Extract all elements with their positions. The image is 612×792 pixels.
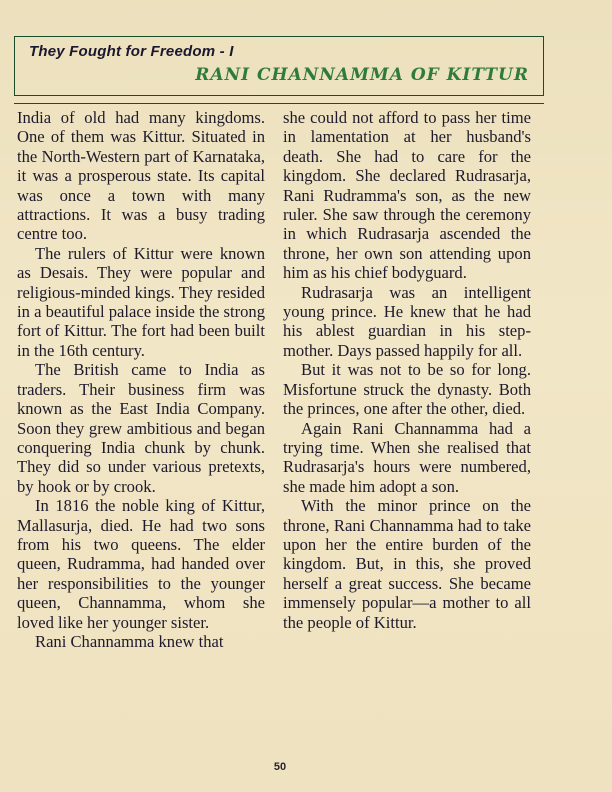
right-paragraph-2: Rudrasarja was an intelligent young prince. He knew that he had his ablest guardian in his step-mother. Days passed happily for all. — [283, 282, 531, 360]
series-title: They Fought for Freedom - I — [29, 43, 234, 60]
right-paragraph-5: With the minor prince on the throne, Rani Channamma had to take upon her the entire burden of the kingdom. But, in this, she proved herself a great success. She became immensely popular—a mother to all the people of Kittur. — [283, 496, 531, 632]
story-title: RANI CHANNAMMA OF KITTUR — [195, 65, 529, 85]
header-rule — [14, 103, 544, 104]
header-box — [14, 36, 544, 96]
right-paragraph-4: Again Rani Channamma had a trying time. When she realised that Rudrasarja's hours were numbered, she made him adopt a son. — [283, 418, 531, 496]
right-column — [283, 108, 531, 632]
right-paragraph-1: she could not afford to pass her time in lamentation at her husband's death. She had to care for the kingdom. She declared Rudrasarja, Rani Rudramma's son, as the new ruler. She saw through the ceremony in which Rudrasarja ascended the throne, her own son attending upon him as his chief bodyguard. — [283, 108, 531, 283]
left-paragraph-2: The rulers of Kittur were known as Desais. They were popular and religious-minded kings. They resided in a beautiful palace inside the strong fort of Kittur. The fort had been built in the 16th century. — [17, 243, 265, 360]
left-paragraph-3: The British came to India as traders. Their business firm was known as the East India Company. Soon they grew ambitious and began conquering India chunk by chunk. They did so under various pretexts, by hook or by crook. — [17, 360, 265, 496]
left-paragraph-5: Rani Channamma knew that — [35, 631, 224, 651]
left-column — [17, 108, 265, 651]
left-paragraph-1: India of old had many kingdoms. One of them was Kittur. Situated in the North-Western part of Karnataka, it was a prosperous state. Its capital was once a town with many attractions. It was a busy trading centre too. — [17, 108, 265, 244]
left-paragraph-4: In 1816 the noble king of Kittur, Mallasurja, died. He had two sons from his two queens. The elder queen, Rudramma, had handed over her responsibilities to the younger queen, Channamma, whom she loved like her younger sister. — [17, 496, 265, 632]
page-number: 50 — [273, 761, 287, 773]
right-paragraph-3: But it was not to be so for long. Misfortune struck the dynasty. Both the princes, one after the other, died. — [283, 360, 531, 419]
